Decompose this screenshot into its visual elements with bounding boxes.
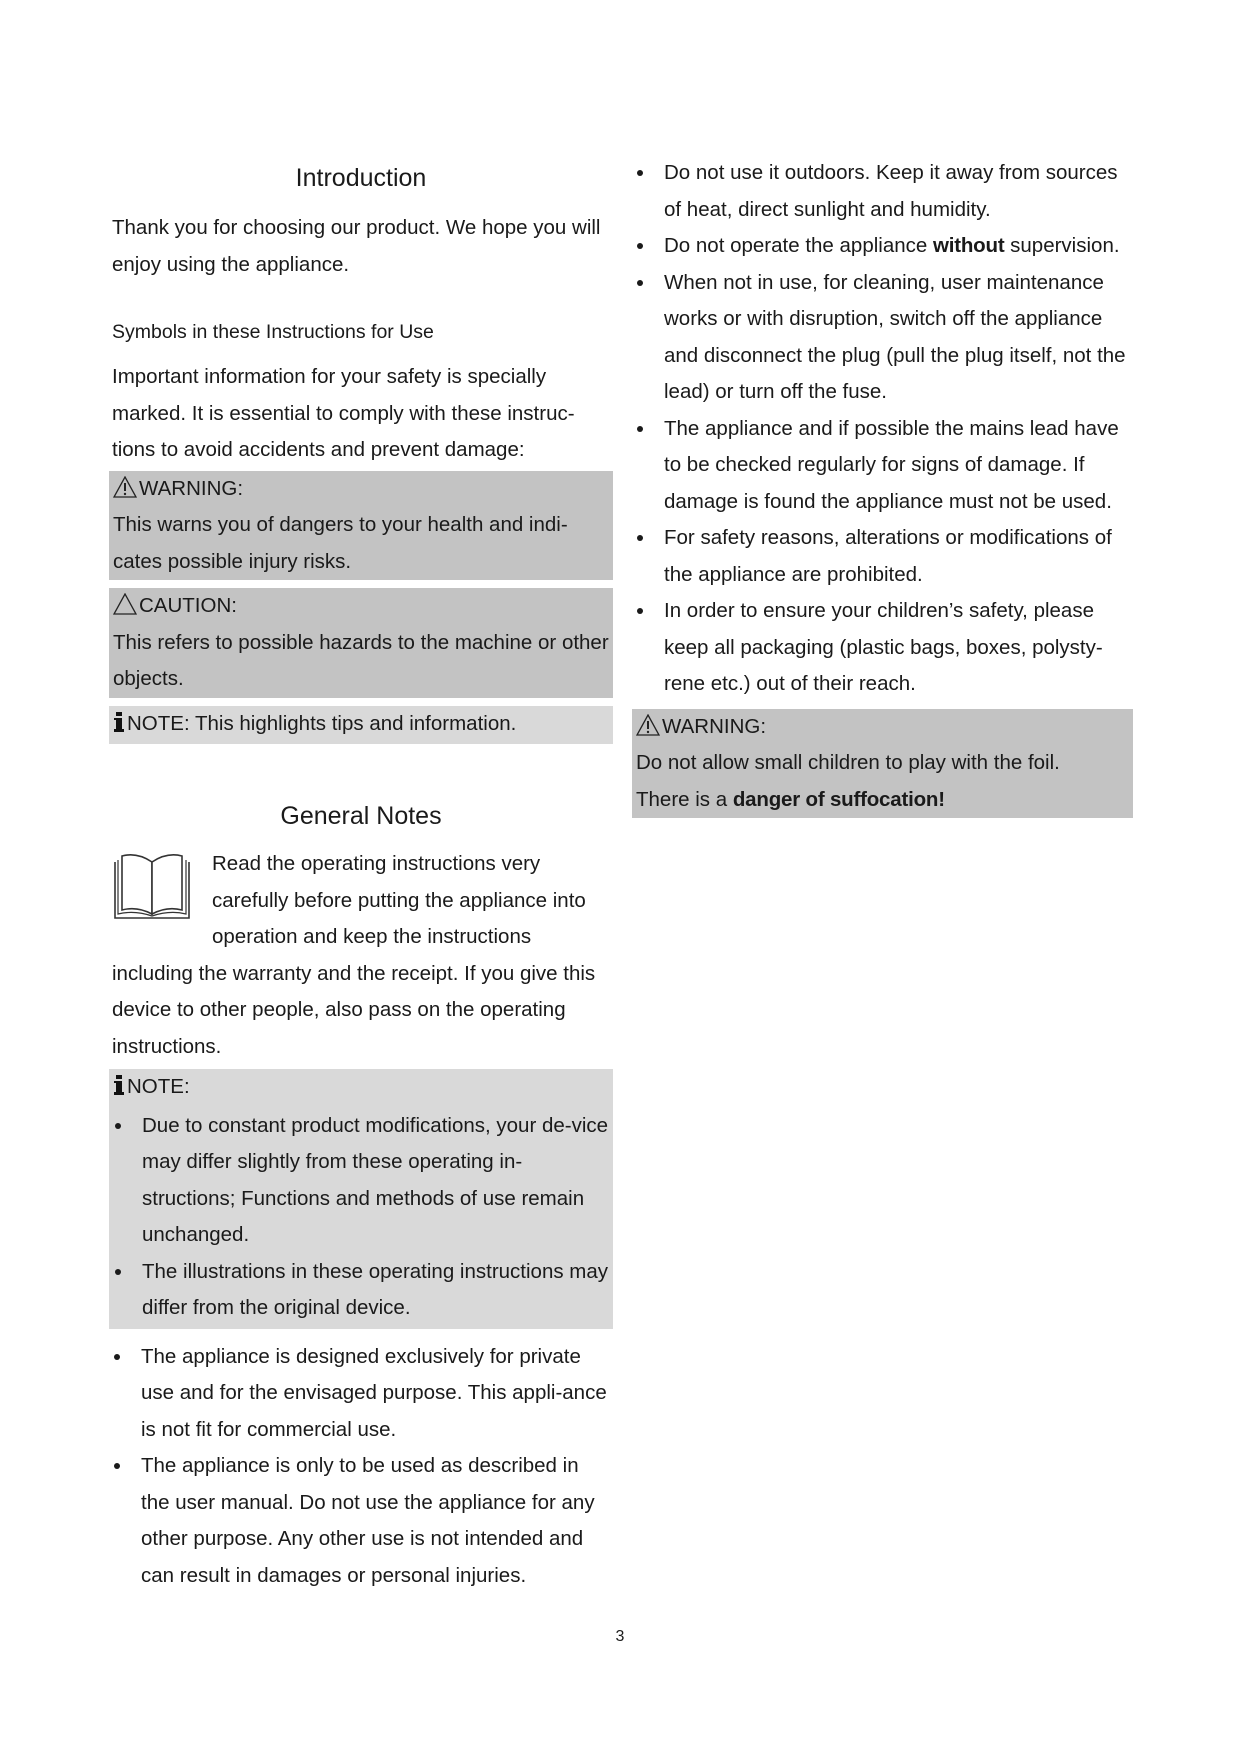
left-column xyxy=(112,160,610,1594)
page-number: 3 xyxy=(615,1628,625,1645)
list-item: The illustrations in these operating instructions may differ from the original device. xyxy=(113,1254,609,1327)
right-column xyxy=(635,155,1130,818)
note-box xyxy=(109,706,613,745)
general-note-list xyxy=(113,1108,609,1327)
list-item: Do not operate the appliance without supervision. xyxy=(635,228,1130,265)
warning-text-line1: Do not allow small children to play with the foil. xyxy=(636,751,1060,774)
thanks-paragraph: Thank you for choosing our product. We hope you will enjoy using the appliance. xyxy=(112,216,601,276)
caution-text: This refers to possible hazards to the machine or other objects. xyxy=(113,630,609,690)
caution-triangle-icon xyxy=(113,593,139,615)
list-item: The appliance and if possible the mains lead have to be checked regularly for signs of damage. If damage is found the appliance must not be used. xyxy=(635,411,1130,521)
caution-label: CAUTION: xyxy=(139,594,237,617)
list-item: Due to constant product modifications, your de-vice may differ slightly from these operating in-structions; Functions and methods of use remain unchanged. xyxy=(113,1108,609,1254)
general-notes-heading: General Notes xyxy=(280,802,442,830)
note-text: This highlights tips and information. xyxy=(194,711,517,735)
warning-triangle-icon xyxy=(113,476,139,498)
read-instructions-block xyxy=(112,846,610,1065)
symbols-paragraph: Important information for your safety is specially marked. It is essential to comply with these instruc-tions to avoid accidents and prevent damage: xyxy=(112,365,575,461)
warning-box xyxy=(109,471,613,581)
warning-label: WARNING: xyxy=(662,714,767,738)
caution-box xyxy=(109,588,613,698)
read-instructions-text: Read the operating instructions very carefully before putting the appliance into operation and keep the instructions including the warranty and the receipt. If you give this device to other people, also pass on the operating instructions. xyxy=(112,852,596,1058)
general-list xyxy=(112,1339,610,1595)
info-icon xyxy=(113,1071,127,1108)
warning-text-line2: There is a danger of suffocation! xyxy=(636,787,945,811)
symbols-heading: Symbols in these Instructions for Use xyxy=(112,321,434,343)
list-item: For safety reasons, alterations or modifications of the appliance are prohibited. xyxy=(635,520,1130,593)
list-item: The appliance is only to be used as described in the user manual. Do not use the appliance for any other purpose. Any other use is not intended and can result in damages or personal injuries. xyxy=(112,1448,610,1594)
general-note-label: NOTE: xyxy=(127,1075,190,1098)
list-item: When not in use, for cleaning, user maintenance works or with disruption, switch off the appliance and disconnect the plug (pull the plug itself, not the lead) or turn off the fuse. xyxy=(635,265,1130,411)
safety-list xyxy=(635,155,1130,703)
info-icon xyxy=(113,708,127,745)
list-item: Do not use it outdoors. Keep it away from sources of heat, direct sunlight and humidity. xyxy=(635,155,1130,228)
suffocation-emphasis: danger of suffocation! xyxy=(732,787,945,811)
warning-triangle-icon xyxy=(636,714,662,736)
warning-text: This warns you of dangers to your health and indi-cates possible injury risks. xyxy=(113,513,568,573)
warning-label: WARNING: xyxy=(139,476,244,500)
introduction-heading: Introduction xyxy=(295,164,427,192)
suffocation-warning-box xyxy=(632,709,1133,819)
list-item: The appliance is designed exclusively for private use and for the envisaged purpose. This appli-ance is not fit for commercial use. xyxy=(112,1339,610,1449)
open-book-icon xyxy=(112,854,192,920)
list-item: In order to ensure your children’s safety, please keep all packaging (plastic bags, boxes, polysty-rene etc.) out of their reach. xyxy=(635,593,1130,703)
note-label: NOTE: xyxy=(127,711,190,735)
general-note-box xyxy=(109,1069,613,1329)
